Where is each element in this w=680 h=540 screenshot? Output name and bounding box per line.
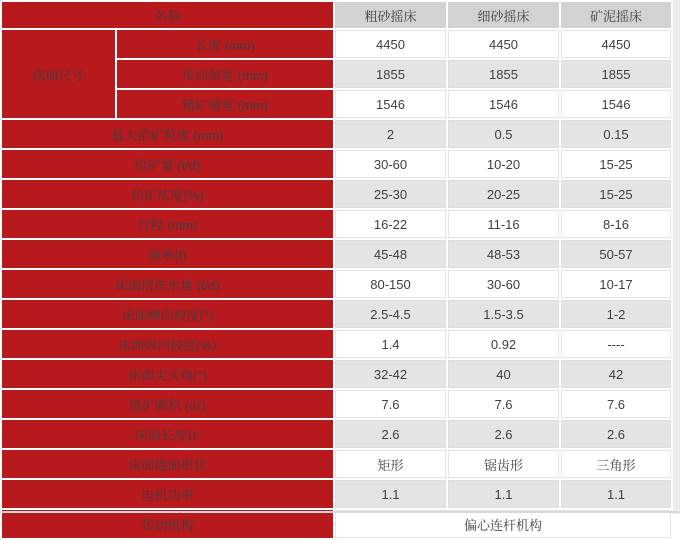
cell-value: 10-17: [561, 270, 671, 298]
row-label-length-ratio: 床面长度比: [2, 420, 333, 448]
cell-value: 2.5-4.5: [335, 300, 446, 328]
row-label-taper-angle: 床面尖灭角(°): [2, 360, 333, 388]
row-label-frequency: 频率(f): [2, 240, 333, 268]
cell-value: 7.6: [335, 390, 446, 418]
cell-value: 锯齿形: [448, 450, 559, 478]
cell-value: 三角形: [561, 450, 671, 478]
row-label-concentrate-end-width: 精矿端宽 (mm): [117, 90, 333, 118]
column-header-slime-table: 矿泥摇床: [561, 2, 671, 28]
cell-value: 2: [335, 120, 446, 148]
row-group-label-bed-size: 床面尺寸: [2, 30, 115, 118]
cell-value: 矩形: [335, 450, 446, 478]
cell-value: 1546: [335, 90, 446, 118]
cell-value: 16-22: [335, 210, 446, 238]
table-header-row: [2, 2, 671, 28]
cell-value: 8-16: [561, 210, 671, 238]
cell-value: 42: [561, 360, 671, 388]
row-label-end-shape: 床面端面形状: [2, 450, 333, 478]
table-row: [2, 240, 671, 268]
cell-value: 0.92: [448, 330, 559, 358]
table-row: [2, 300, 671, 328]
cell-value: 10-20: [448, 150, 559, 178]
cell-value: 1.1: [335, 480, 446, 508]
cell-value: 1.5-3.5: [448, 300, 559, 328]
row-label-sorting-area: 选矿面积 (㎡): [2, 390, 333, 418]
cell-value-merged: 偏心连杆机构: [335, 510, 671, 538]
cell-value: 1855: [335, 60, 446, 88]
table-row: [2, 450, 671, 478]
row-label-drive-end-width: 传动端宽 (mm): [117, 60, 333, 88]
cell-value: 7.6: [448, 390, 559, 418]
cell-value: 15-25: [561, 150, 671, 178]
cell-value: 1.1: [448, 480, 559, 508]
cell-value: 4450: [561, 30, 671, 58]
table-row: [2, 270, 671, 298]
cell-value: 30-60: [335, 150, 446, 178]
row-label-cross-slope: 床面横向坡度(°): [2, 300, 333, 328]
cell-value: 1855: [448, 60, 559, 88]
row-label-wash-water: 床面清洗水量 (t/d): [2, 270, 333, 298]
cell-value: 40: [448, 360, 559, 388]
row-label-length: 长度 (mm): [117, 30, 333, 58]
cell-value: 2.6: [448, 420, 559, 448]
cell-value: 80-150: [335, 270, 446, 298]
table-row: [2, 150, 671, 178]
cell-value: 1855: [561, 60, 671, 88]
cell-value: 1546: [561, 90, 671, 118]
cell-value: 7.6: [561, 390, 671, 418]
cell-value: 1-2: [561, 300, 671, 328]
row-label-drive-mechanism: 传动机构: [2, 510, 333, 538]
cell-value: 32-42: [335, 360, 446, 388]
table-row: [2, 210, 671, 238]
column-header-coarse-sand-table: 粗砂摇床: [335, 2, 446, 28]
table-row: [2, 330, 671, 358]
name-header-cell: 名称: [2, 2, 333, 28]
cell-value: 45-48: [335, 240, 446, 268]
table-row: [2, 180, 671, 208]
cell-value: 2.6: [335, 420, 446, 448]
cell-value: 2.6: [561, 420, 671, 448]
row-label-feed-capacity: 给矿量 (t/d): [2, 150, 333, 178]
row-label-max-feed-size: 最大给矿粒度 (mm): [2, 120, 333, 148]
page-bottom-divider: [0, 511, 680, 513]
row-label-longitudinal-slope: 床面纵向坡度(%): [2, 330, 333, 358]
column-header-fine-sand-table: 细砂摇床: [448, 2, 559, 28]
cell-value: 11-16: [448, 210, 559, 238]
table-row: [2, 420, 671, 448]
table-row: [2, 390, 671, 418]
cell-value: 20-25: [448, 180, 559, 208]
cell-value: 50-57: [561, 240, 671, 268]
cell-value: 0.5: [448, 120, 559, 148]
cell-value: 30-60: [448, 270, 559, 298]
row-label-motor-power: 电机功率: [2, 480, 333, 508]
row-label-feed-density: 给矿浓度(%): [2, 180, 333, 208]
cell-value: 1.4: [335, 330, 446, 358]
cell-value: 25-30: [335, 180, 446, 208]
table-row: [2, 510, 671, 538]
cell-value: 48-53: [448, 240, 559, 268]
cell-value: 0.15: [561, 120, 671, 148]
table-row: [2, 480, 671, 508]
cell-value: 4450: [335, 30, 446, 58]
table-row: [2, 30, 671, 58]
table-row: [2, 360, 671, 388]
table-row: [2, 120, 671, 148]
cell-value: 1546: [448, 90, 559, 118]
cell-value: 4450: [448, 30, 559, 58]
cell-value: 1.1: [561, 480, 671, 508]
cell-value: 15-25: [561, 180, 671, 208]
row-label-stroke: 行程 (mm): [2, 210, 333, 238]
cell-value: ----: [561, 330, 671, 358]
